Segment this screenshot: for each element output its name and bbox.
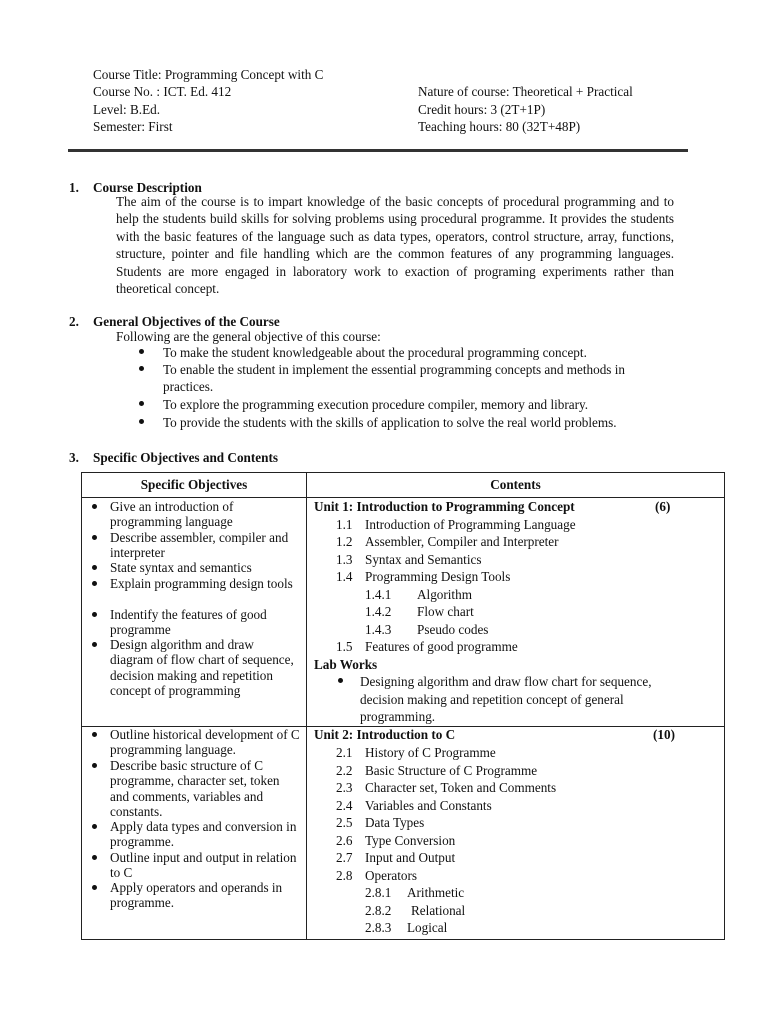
- objective-item: Design algorithm and draw diagram of flow chart of sequence, decision making and repetition concept of programming: [110, 637, 300, 698]
- content-item: Arithmetic: [407, 885, 465, 900]
- course-level: Level: B.Ed.: [93, 102, 161, 117]
- unit-1-hours: (6): [655, 499, 671, 514]
- course-number: Course No. : ICT. Ed. 412: [93, 84, 232, 99]
- section-1-title: Course Description: [93, 180, 202, 195]
- content-number: 1.4.2: [365, 604, 392, 619]
- content-number: 2.1: [336, 745, 353, 760]
- lab-work-item-cont: decision making and repetition concept of general: [360, 692, 624, 707]
- content-number: 1.3: [336, 552, 353, 567]
- content-item: Relational: [411, 903, 466, 918]
- unit-1-title: Unit 1: Introduction to Programming Concept: [314, 499, 575, 514]
- section-3-title: Specific Objectives and Contents: [93, 450, 278, 465]
- objective-item: Give an introduction of programming language: [110, 499, 300, 530]
- bullet-icon: [92, 535, 97, 540]
- lab-work-item: Designing algorithm and draw flow chart for sequence,: [360, 674, 652, 689]
- general-objective-3: To explore the programming execution procedure compiler, memory and library.: [163, 397, 589, 412]
- objective-item: Outline input and output in relation to C: [110, 850, 300, 881]
- content-item: Features of good programme: [365, 639, 518, 654]
- content-item: Logical: [407, 920, 448, 935]
- objectives-contents-table: [81, 472, 725, 940]
- bullet-icon: [92, 612, 97, 617]
- content-item: Programming Design Tools: [365, 569, 511, 584]
- bullet-icon: [139, 401, 144, 406]
- content-item: Data Types: [365, 815, 425, 830]
- objective-item: Explain programming design tools: [110, 576, 300, 591]
- general-objective-2-cont: practices.: [163, 379, 214, 394]
- course-title: Course Title: Programming Concept with C: [93, 67, 324, 82]
- content-item: Assembler, Compiler and Interpreter: [365, 534, 559, 549]
- content-item: Syntax and Semantics: [365, 552, 482, 567]
- objective-item: State syntax and semantics: [110, 560, 300, 575]
- unit-2-hours: (10): [653, 727, 675, 742]
- row-1-objectives: [82, 498, 307, 727]
- content-number: 2.7: [336, 850, 353, 865]
- content-item: Flow chart: [417, 604, 474, 619]
- content-number: 2.2: [336, 763, 353, 778]
- row-1-contents: [307, 498, 725, 727]
- general-objective-2: To enable the student in implement the essential programming concepts and methods in: [163, 362, 625, 377]
- content-item: History of C Programme: [365, 745, 496, 760]
- bullet-icon: [92, 581, 97, 586]
- content-number: 1.4.3: [365, 622, 392, 637]
- credit-hours: Credit hours: 3 (2T+1P): [418, 102, 546, 117]
- unit-2-title: Unit 2: Introduction to C: [314, 727, 456, 742]
- content-item: Basic Structure of C Programme: [365, 763, 538, 778]
- objectives-intro: Following are the general objective of this course:: [116, 329, 381, 344]
- objective-item: Describe basic structure of C programme, character set, token and comments, variables and constants.: [110, 758, 300, 819]
- content-item: Type Conversion: [365, 833, 456, 848]
- row-2-objectives: [82, 727, 307, 940]
- content-number: 2.8.2: [365, 903, 392, 918]
- bullet-icon: [139, 419, 144, 424]
- bullet-icon: [92, 504, 97, 509]
- objective-item: Describe assembler, compiler and interpreter: [110, 530, 300, 561]
- objective-item: Outline historical development of C programming language.: [110, 727, 300, 758]
- content-number: 2.6: [336, 833, 353, 848]
- content-number: 1.1: [336, 517, 353, 532]
- objective-item: Indentify the features of good programme: [110, 607, 300, 638]
- general-objective-4: To provide the students with the skills of application to solve the real world problems.: [163, 415, 617, 430]
- content-item: Introduction of Programming Language: [365, 517, 576, 532]
- content-item: Character set, Token and Comments: [365, 780, 557, 795]
- content-item: Variables and Constants: [365, 798, 492, 813]
- content-number: 1.5: [336, 639, 353, 654]
- objective-item: Apply data types and conversion in programme.: [110, 819, 300, 850]
- bullet-icon: [92, 885, 97, 890]
- general-objective-1: To make the student knowledgeable about the procedural programming concept.: [163, 345, 587, 360]
- column-header-contents: Contents: [307, 473, 725, 498]
- content-number: 2.3: [336, 780, 353, 795]
- content-number: 2.5: [336, 815, 353, 830]
- content-number: 2.8: [336, 868, 353, 883]
- bullet-icon: [338, 678, 343, 683]
- bullet-icon: [92, 642, 97, 647]
- lab-work-item-cont: programming.: [360, 709, 436, 724]
- content-number: 1.4.1: [365, 587, 392, 602]
- content-number: 1.2: [336, 534, 353, 549]
- section-2-title: General Objectives of the Course: [93, 314, 280, 329]
- content-item: Algorithm: [417, 587, 472, 602]
- course-nature: Nature of course: Theoretical + Practical: [418, 84, 633, 99]
- content-item: Input and Output: [365, 850, 456, 865]
- section-2-number: 2.: [69, 314, 79, 329]
- course-description-text: The aim of the course is to impart knowledge of the basic concepts of procedural programming and to help the students build skills for solving problems using procedural programme. It provides the students with the basic features of the language such as data types, operators, control structure, array, functions, structure, pointer and file handling which are the common features of any programming languages. Students are more engaged in laboratory work to exaction of programing experiments rather than theoretical concept.: [116, 194, 674, 297]
- teaching-hours: Teaching hours: 80 (32T+48P): [418, 119, 581, 134]
- column-header-objectives: Specific Objectives: [82, 473, 307, 498]
- content-number: 1.4: [336, 569, 353, 584]
- content-item: Pseudo codes: [417, 622, 489, 637]
- content-item: Operators: [365, 868, 417, 883]
- content-number: 2.4: [336, 798, 353, 813]
- row-2-contents: [307, 727, 725, 940]
- header-divider: [68, 149, 688, 152]
- bullet-icon: [92, 855, 97, 860]
- bullet-icon: [92, 732, 97, 737]
- bullet-icon: [139, 366, 144, 371]
- objective-item: Apply operators and operands in programme.: [110, 880, 300, 911]
- bullet-icon: [139, 349, 144, 354]
- section-3-number: 3.: [69, 450, 79, 465]
- bullet-icon: [92, 824, 97, 829]
- bullet-icon: [92, 565, 97, 570]
- bullet-icon: [92, 763, 97, 768]
- content-number: 2.8.3: [365, 920, 392, 935]
- section-1-number: 1.: [69, 180, 79, 195]
- content-number: 2.8.1: [365, 885, 392, 900]
- lab-works-title: Lab Works: [314, 657, 378, 672]
- course-semester: Semester: First: [93, 119, 173, 134]
